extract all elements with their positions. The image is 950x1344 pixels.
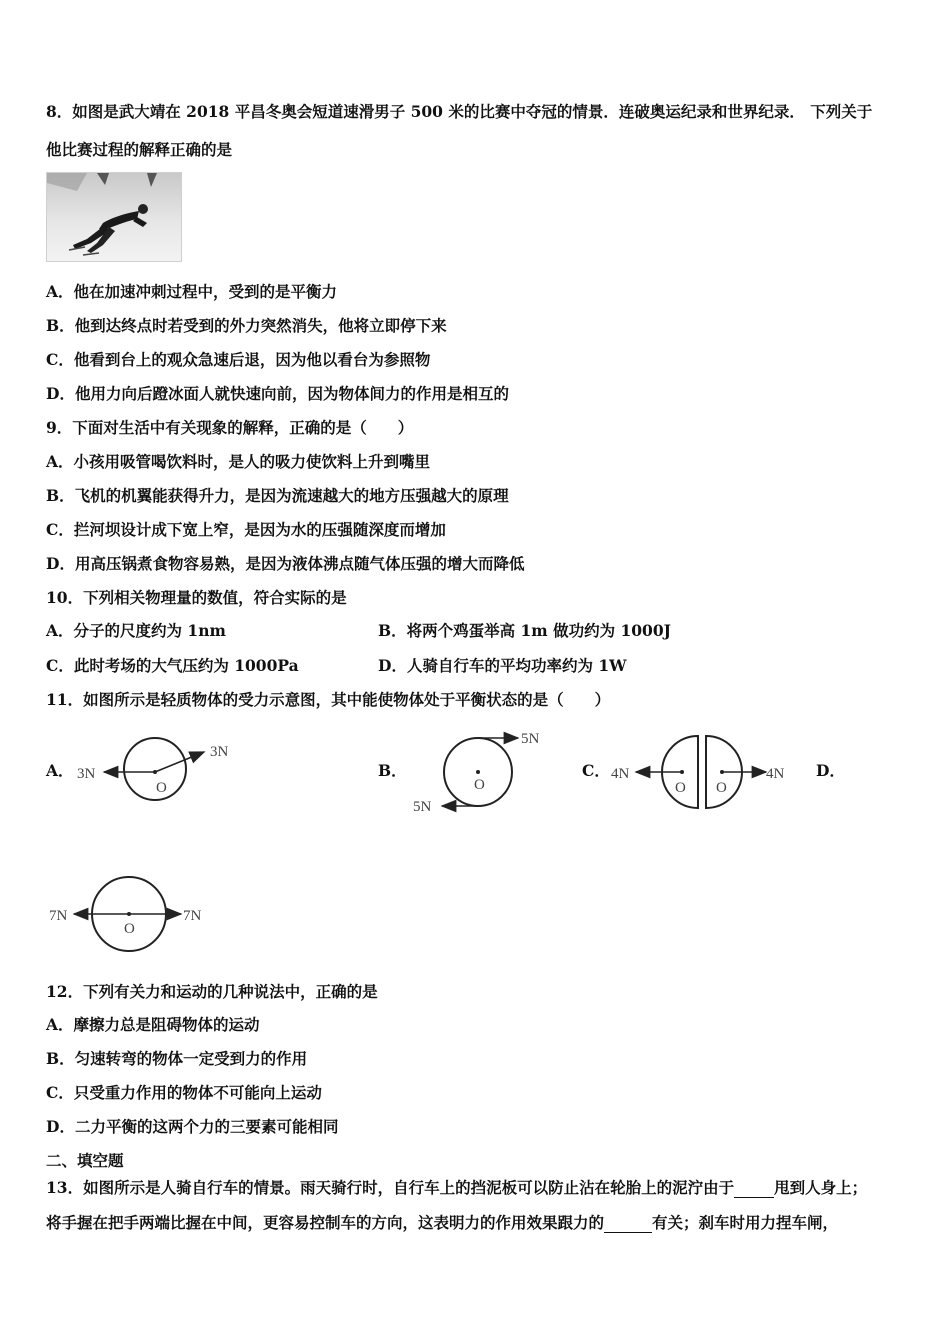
- q8-option-c: C．他看到台上的观众急速后退，因为他以看台为参照物: [46, 350, 431, 369]
- q13-text-part3: 将手握在把手两端比握在中间，更容易控制车的方向，这表明力的作用效果跟力的: [46, 1213, 605, 1232]
- q13-text-part1: 13．如图所示是人骑自行车的情景。雨天骑行时，自行车上的挡泥板可以防止沾在轮胎上的泥泞由于: [46, 1178, 735, 1197]
- force-diagram-b: [408, 725, 558, 820]
- q13-line2: [46, 1213, 838, 1233]
- q9-option-d: D．用高压锅煮食物容易熟，是因为液体沸点随气体压强的增大而降低: [46, 554, 525, 573]
- q9-stem: 9．下面对生活中有关现象的解释，正确的是（ ）: [46, 418, 414, 437]
- q10-stem: 10．下列相关物理量的数值，符合实际的是: [46, 588, 347, 607]
- q9-option-b: B．飞机的机翼能获得升力，是因为流速越大的地方压强越大的原理: [46, 486, 509, 505]
- diagram-c-left-force: 4N: [611, 766, 630, 782]
- q8-option-a: A．他在加速冲刺过程中，受到的是平衡力: [46, 282, 338, 301]
- diagram-b-bottom-force: 5N: [413, 799, 432, 815]
- q12-option-b: B．匀速转弯的物体一定受到力的作用: [46, 1049, 308, 1068]
- diagram-a-right-force: 3N: [210, 744, 229, 760]
- q8-option-d: D．他用力向后蹬冰面人就快速向前，因为物体间力的作用是相互的: [46, 384, 509, 403]
- q11-label-b: B．: [378, 761, 407, 780]
- skater-photo: [46, 172, 182, 262]
- q8-option-b: B．他到达终点时若受到的外力突然消失，他将立即停下来: [46, 316, 447, 335]
- q13-blank-1[interactable]: [734, 1197, 774, 1198]
- diagram-b-top-force: 5N: [521, 731, 540, 747]
- force-diagram-a: [72, 730, 242, 810]
- section-heading-fill-in: 二、填空题: [46, 1151, 124, 1170]
- q11-label-d: D．: [816, 761, 845, 780]
- q12-option-a: A．摩擦力总是阻碍物体的运动: [46, 1015, 260, 1034]
- diagram-c-center-right-label: O: [716, 780, 727, 796]
- q12-option-c: C．只受重力作用的物体不可能向上运动: [46, 1083, 322, 1102]
- q11-label-c: C．: [582, 761, 610, 780]
- q10-option-d: D．人骑自行车的平均功率约为 1W: [378, 656, 627, 675]
- diagram-b-center-label: O: [474, 777, 485, 793]
- q10-option-a: A．分子的尺度约为 1nm: [46, 621, 226, 640]
- q11-label-a: A．: [46, 761, 74, 780]
- force-diagram-d: [46, 872, 221, 957]
- diagram-d-left-force: 7N: [49, 908, 68, 924]
- q11-stem: 11．如图所示是轻质物体的受力示意图，其中能使物体处于平衡状态的是（ ）: [46, 690, 611, 709]
- diagram-a-left-force: 3N: [77, 766, 96, 782]
- q9-option-c: C．拦河坝设计成下宽上窄，是因为水的压强随深度而增加: [46, 520, 446, 539]
- diagram-a-center-label: O: [156, 780, 167, 796]
- q9-option-a: A．小孩用吸管喝饮料时，是人的吸力使饮料上升到嘴里: [46, 452, 431, 471]
- force-diagram-c: [608, 730, 798, 815]
- q8-stem-line1: 8．如图是武大靖在 2018 平昌冬奥会短道速滑男子 500 米的比赛中夺冠的情景．连破奥运纪录和世界纪录． 下列关于: [46, 102, 873, 121]
- q13-text-part2: 甩到人身上；: [774, 1178, 868, 1197]
- diagram-d-center-label: O: [124, 921, 135, 937]
- q10-option-c: C．此时考场的大气压约为 1000Pa: [46, 656, 299, 675]
- q8-stem-line2: 他比赛过程的解释正确的是: [46, 140, 233, 159]
- q13-line1: [46, 1178, 867, 1198]
- q13-blank-2[interactable]: [604, 1232, 652, 1233]
- diagram-d-right-force: 7N: [183, 908, 202, 924]
- diagram-c-right-force: 4N: [766, 766, 785, 782]
- q13-text-part4: 有关；刹车时用力捏车闸，: [652, 1213, 839, 1232]
- q10-option-b: B．将两个鸡蛋举高 1m 做功约为 1000J: [378, 621, 671, 640]
- diagram-c-center-left-label: O: [675, 780, 686, 796]
- q12-stem: 12．下列有关力和运动的几种说法中，正确的是: [46, 982, 378, 1001]
- q12-option-d: D．二力平衡的这两个力的三要素可能相同: [46, 1117, 339, 1136]
